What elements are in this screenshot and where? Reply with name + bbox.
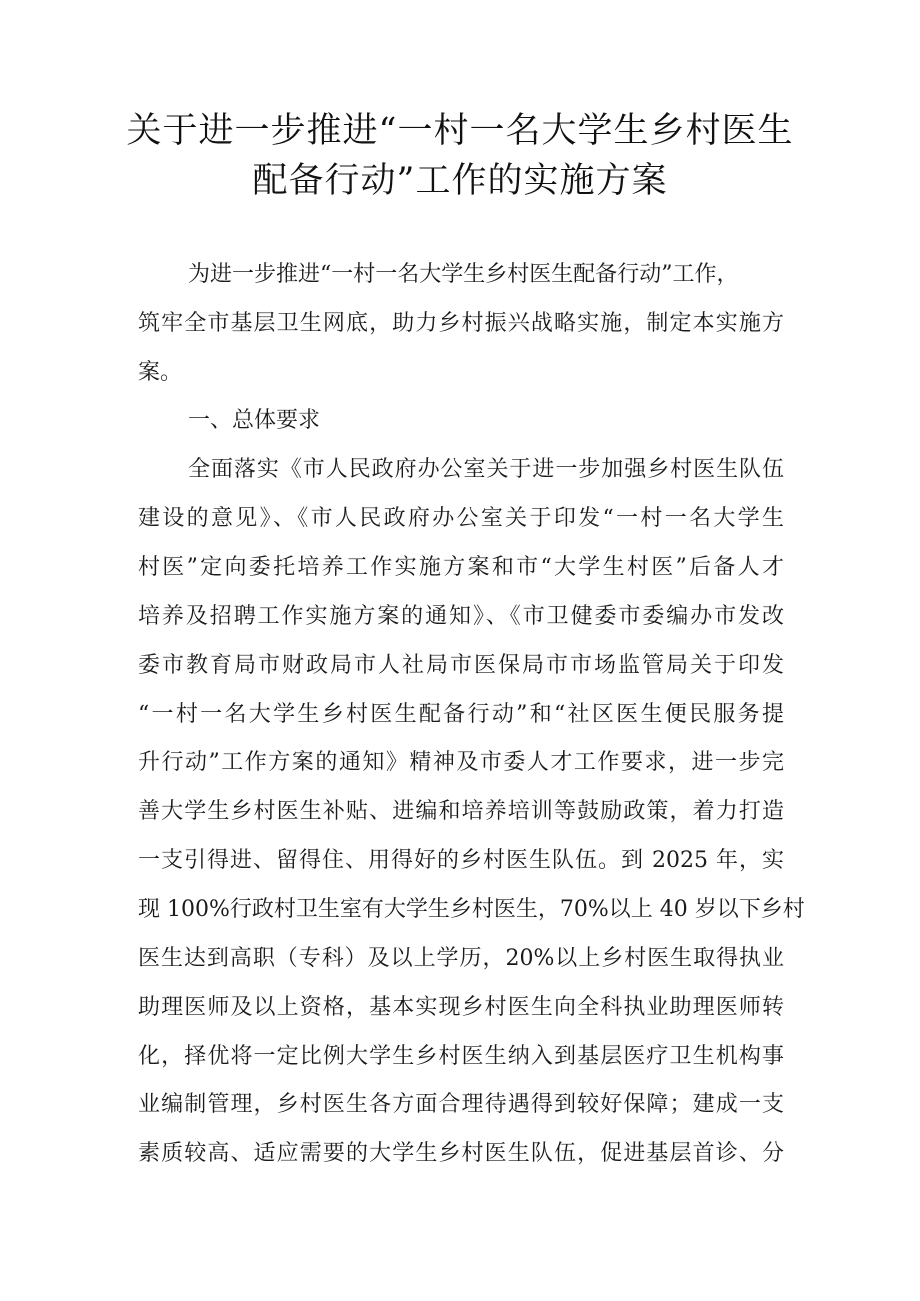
paragraph-line: 案。 (138, 360, 183, 385)
paragraph-line: 建设的意见》、《市人民政府办公室关于印发“一村一名大学生 (138, 506, 784, 531)
paragraph-line: 善大学生乡村医生补贴、进编和培养培训等鼓励政策，着力打造 (138, 799, 784, 824)
paragraph-line: 为进一步推进“一村一名大学生乡村医生配备行动”工作， (188, 262, 739, 287)
paragraph-line: 村医”定向委托培养工作实施方案和市“大学生村医”后备人才 (138, 555, 784, 580)
paragraph-line: 现 100%行政村卫生室有大学生乡村医生，70%以上 40 岁以下乡村 (138, 897, 805, 922)
paragraph-line: 筑牢全市基层卫生网底，助力乡村振兴战略实施，制定本实施方 (138, 311, 784, 336)
paragraph-line: 全面落实《市人民政府办公室关于进一步加强乡村医生队伍 (188, 457, 784, 482)
doc-title-line-1: 关于进一步推进“一村一名大学生乡村医生 (126, 111, 794, 151)
paragraph-line: 业编制管理，乡村医生各方面合理待遇得到较好保障；建成一支 (138, 1092, 784, 1117)
section-heading: 一、总体要求 (188, 408, 321, 433)
paragraph-line: 一支引得进、留得住、用得好的乡村医生队伍。到 2025 年，实 (138, 848, 784, 873)
paragraph-line: 医生达到高职（专科）及以上学历，20%以上乡村医生取得执业 (138, 946, 784, 971)
paragraph-line: “一村一名大学生乡村医生配备行动”和“社区医生便民服务提 (138, 702, 784, 727)
doc-title-line-2: 配备行动”工作的实施方案 (252, 161, 668, 201)
paragraph-line: 委市教育局市财政局市人社局市医保局市市场监管局关于印发 (138, 653, 784, 678)
paragraph-line: 升行动”工作方案的通知》精神及市委人才工作要求，进一步完 (138, 750, 784, 775)
paragraph-line: 助理医师及以上资格，基本实现乡村医生向全科执业助理医师转 (138, 995, 784, 1020)
paragraph-line: 素质较高、适应需要的大学生乡村医生队伍，促进基层首诊、分 (138, 1141, 784, 1166)
paragraph-line: 培养及招聘工作实施方案的通知》、《市卫健委市委编办市发改 (138, 604, 784, 629)
paragraph-line: 化，择优将一定比例大学生乡村医生纳入到基层医疗卫生机构事 (138, 1044, 784, 1069)
